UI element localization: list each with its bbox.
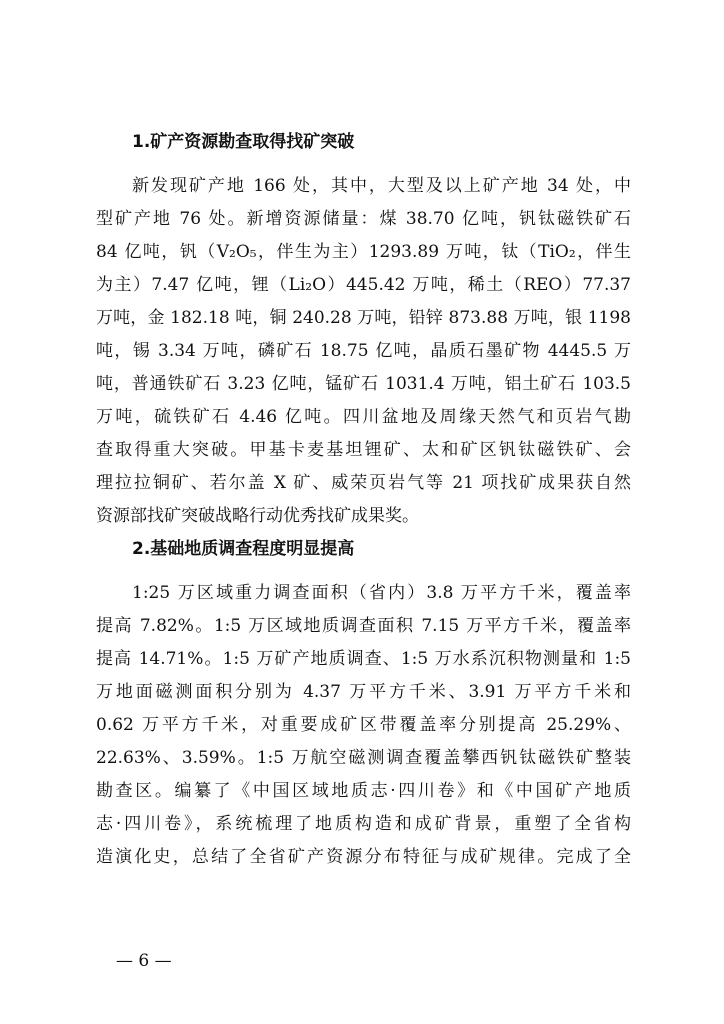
paragraph-line: 提高 7.82%。1:5 万区域地质调查面积 7.15 万平方千米，覆盖率 [96,616,631,636]
paragraph-line: 型矿产地 76 处。新增资源储量：煤 38.70 亿吨，钒钛磁铁矿石 [96,209,631,229]
paragraph-line: 志·四川卷》，系统梳理了地质构造和成矿背景，重塑了全省构 [96,814,631,834]
paragraph-line: 造演化史，总结了全省矿产资源分布特征与成矿规律。完成了全 [96,847,631,867]
paragraph-line: 1:25 万区域重力调查面积（省内）3.8 万平方千米，覆盖率 [132,583,631,603]
paragraph-line: 22.63%、3.59%。1:5 万航空磁测调查覆盖攀西钒钛磁铁矿整装 [96,748,631,768]
paragraph-line: 万地面磁测面积分别为 4.37 万平方千米、3.91 万平方千米和 [96,682,631,702]
section-1-heading: 1.矿产资源勘查取得找矿突破 [132,132,355,152]
paragraph-line: 0.62 万平方千米，对重要成矿区带覆盖率分别提高 25.29%、 [96,715,631,735]
paragraph-line: 资源部找矿突破战略行动优秀找矿成果奖。 [96,506,419,526]
paragraph-line: 为主）7.47 亿吨，锂（Li₂O）445.42 万吨，稀土（REO）77.37 [96,275,631,295]
paragraph-line: 吨，锡 3.34 万吨，磷矿石 18.75 亿吨，晶质石墨矿物 4445.5 万 [96,341,631,361]
paragraph-line: 提高 14.71%。1:5 万矿产地质调查、1:5 万水系沉积物测量和 1:5 [96,649,631,669]
paragraph-line: 吨，普通铁矿石 3.23 亿吨，锰矿石 1031.4 万吨，铝土矿石 103.5 [96,374,631,394]
paragraph-line: 勘查区。编纂了《中国区域地质志·四川卷》和《中国矿产地质 [96,781,631,801]
page-number: — 6 — [116,951,172,971]
paragraph-line: 查取得重大突破。甲基卡麦基坦锂矿、太和矿区钒钛磁铁矿、会 [96,440,631,460]
paragraph-line: 新发现矿产地 166 处，其中，大型及以上矿产地 34 处，中 [132,176,631,196]
paragraph-line: 万吨，硫铁矿石 4.46 亿吨。四川盆地及周缘天然气和页岩气勘 [96,407,631,427]
section-2-heading: 2.基础地质调查程度明显提高 [132,539,355,559]
paragraph-line: 万吨，金 182.18 吨，铜 240.28 万吨，铅锌 873.88 万吨，银 1198 [96,308,631,328]
paragraph-line: 理拉拉铜矿、若尔盖 X 矿、威荣页岩气等 21 项找矿成果获自然 [96,473,631,493]
paragraph-line: 84 亿吨，钒（V₂O₅，伴生为主）1293.89 万吨，钛（TiO₂，伴生 [96,242,631,262]
